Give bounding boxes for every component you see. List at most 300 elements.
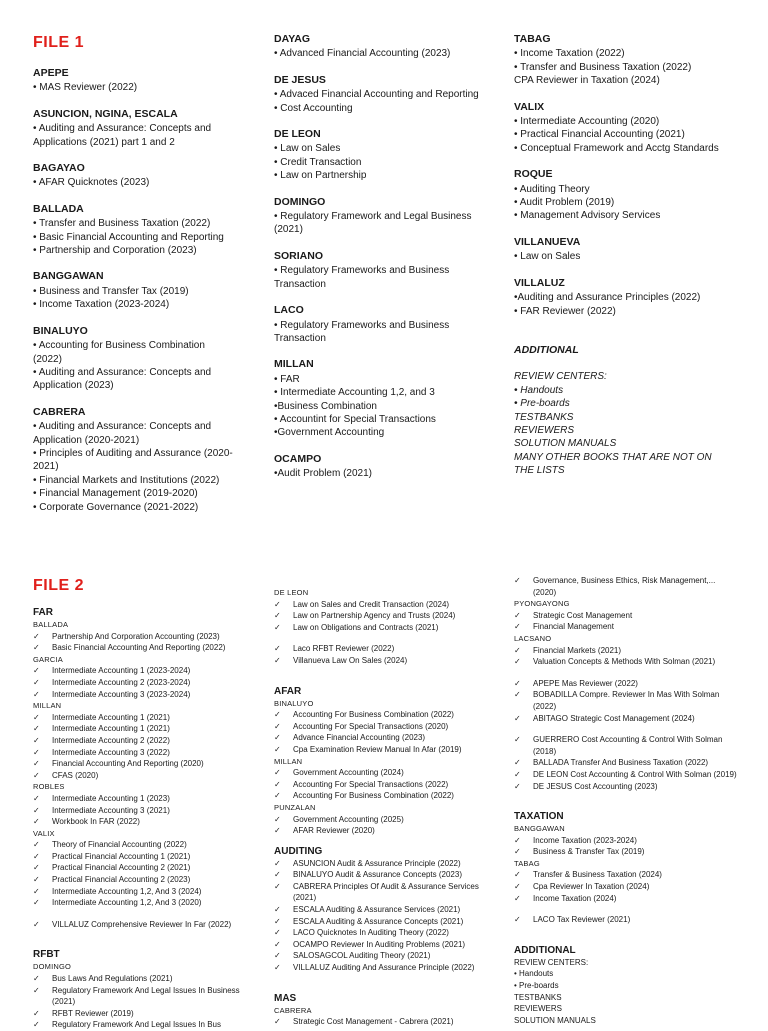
file1-column-1 — [33, 67, 233, 514]
checked-book-item — [514, 689, 739, 712]
author-heading: ROQUE — [514, 168, 553, 181]
checkmark-icon: ✓ — [514, 870, 521, 880]
book-item: • Regulatory Frameworks and Business Transaction — [274, 265, 450, 290]
checkmark-icon: ✓ — [274, 710, 281, 720]
checkmark-icon: ✓ — [274, 928, 281, 938]
author-label: DOMINGO — [33, 962, 72, 972]
book-title: RFBT Reviewer (2019) — [52, 1008, 134, 1018]
author-label: CABRERA — [274, 1005, 312, 1015]
book-item: • FAR — [274, 373, 300, 385]
book-title: Regulatory Framework And Legal Issues In Bus — [52, 1020, 221, 1030]
book-title: Governance, Business Ethics, Risk Management,... (2020) — [533, 576, 716, 597]
book-title: BOBADILLA Compre. Reviewer In Mas With Solman (2022) — [533, 690, 720, 711]
book-item: • Principles of Auditing and Assurance (2020-2021) — [33, 447, 233, 473]
section-heading: AUDITING — [274, 845, 323, 857]
checkmark-icon: ✓ — [274, 939, 281, 949]
checked-book-item — [514, 881, 739, 893]
section-heading: TAXATION — [514, 811, 564, 823]
author-label: MILLAN — [274, 756, 303, 766]
file1-additional-heading: ADDITIONAL — [514, 343, 579, 356]
spacer — [274, 974, 499, 984]
spacer — [274, 667, 499, 677]
file1-column-3-list — [514, 33, 734, 318]
checkmark-icon: ✓ — [274, 622, 281, 632]
spacer — [514, 926, 739, 936]
checkmark-icon: ✓ — [33, 747, 40, 757]
additional-item: TESTBANKS — [514, 411, 574, 423]
section-heading: AFAR — [274, 685, 302, 697]
additional-item: SOLUTION MANUALS — [514, 1015, 596, 1025]
book-title: ESCALA Auditing & Assurance Services (2021) — [293, 905, 461, 915]
checked-book-item — [514, 893, 739, 905]
checked-book-item — [514, 621, 739, 633]
book-title: Strategic Cost Management — [533, 610, 633, 620]
checked-book-item — [33, 735, 258, 747]
checkmark-icon: ✓ — [514, 645, 521, 655]
book-title: DE JESUS Cost Accounting (2023) — [533, 781, 658, 791]
checked-book-item — [514, 846, 739, 858]
book-title: Practical Financial Accounting 1 (2021) — [52, 851, 191, 861]
checkmark-icon: ✓ — [274, 768, 281, 778]
book-title: Intermediate Accounting 2 (2022) — [52, 735, 170, 745]
checked-book-item — [33, 862, 258, 874]
checkmark-icon: ✓ — [514, 847, 521, 857]
checked-book-item — [514, 645, 739, 657]
checkmark-icon: ✓ — [274, 644, 281, 654]
checkmark-icon: ✓ — [33, 724, 40, 734]
book-title: Theory of Financial Accounting (2022) — [52, 840, 187, 850]
book-title: Basic Financial Accounting And Reporting (2022) — [52, 643, 226, 653]
checked-book-item — [33, 973, 258, 985]
checkmark-icon: ✓ — [33, 666, 40, 676]
book-title: LACO Quicknotes In Auditing Theory (2022) — [293, 928, 449, 938]
book-title: Strategic Cost Management - Cabrera (2021) — [293, 1017, 454, 1027]
author-heading: DE JESUS — [274, 73, 326, 86]
additional-item: MANY OTHER BOOKS THAT ARE NOT ON THE LISTS — [514, 451, 712, 477]
checked-book-item — [274, 1016, 499, 1028]
author-heading: ASUNCION, NGINA, ESCALA — [33, 107, 178, 120]
checked-book-item — [33, 874, 258, 886]
book-item: • Audit Problem (2019) — [514, 197, 615, 209]
book-item: • Credit Transaction — [274, 156, 362, 168]
author-heading: DAYAG — [274, 33, 310, 45]
checkmark-icon: ✓ — [274, 611, 281, 621]
book-item: • MAS Reviewer (2022) — [33, 82, 138, 94]
checked-book-item — [274, 610, 499, 622]
checked-book-item — [514, 734, 739, 757]
checkmark-icon: ✓ — [514, 657, 521, 667]
checked-book-item — [33, 747, 258, 759]
checkmark-icon: ✓ — [514, 610, 521, 620]
checkmark-icon: ✓ — [514, 758, 521, 768]
author-heading: OCAMPO — [274, 452, 322, 465]
book-title: Financial Markets (2021) — [533, 645, 622, 655]
book-item: • Regulatory Frameworks and Business Transaction — [274, 319, 450, 344]
book-title: Valuation Concepts & Methods With Solman (2021) — [533, 657, 716, 667]
checked-book-item — [514, 835, 739, 847]
checkmark-icon: ✓ — [33, 898, 40, 908]
additional-item: • Handouts — [514, 384, 564, 396]
book-item: • AFAR Quicknotes (2023) — [33, 177, 150, 189]
book-title: Accounting For Special Transactions (2020) — [293, 721, 449, 731]
checked-book-item — [274, 814, 499, 826]
book-item: • Accounting for Business Combination (2022) — [33, 340, 205, 365]
book-item: • Conceptual Framework and Acctg Standards — [514, 142, 719, 154]
book-title: Intermediate Accounting 3 (2023-2024) — [52, 689, 191, 699]
author-heading: APEPE — [33, 67, 69, 79]
checkmark-icon: ✓ — [274, 963, 281, 973]
book-title: CFAS (2020) — [52, 770, 99, 780]
file2-column-1 — [33, 606, 258, 1031]
book-item: • Business and Transfer Tax (2019) — [33, 285, 189, 297]
checked-book-item — [514, 757, 739, 769]
spacer — [274, 633, 499, 643]
author-heading: BINALUYO — [33, 324, 88, 337]
book-title: BALLADA Transfer And Business Taxation (2022) — [533, 758, 709, 768]
checked-book-item — [274, 721, 499, 733]
checkmark-icon: ✓ — [274, 881, 281, 891]
author-label: DE LEON — [274, 588, 309, 597]
book-title: CABRERA Principles Of Audit & Assurance Services (2021) — [293, 881, 479, 903]
book-title: VILLALUZ Comprehensive Reviewer In Far (2022) — [52, 919, 232, 929]
book-item: • Corporate Governance (2021-2022) — [33, 501, 199, 513]
checkmark-icon: ✓ — [274, 779, 281, 789]
checkmark-icon: ✓ — [274, 951, 281, 961]
book-item: • Advanced Financial Accounting (2023) — [274, 48, 451, 60]
checked-book-item — [274, 927, 499, 939]
book-title: Financial Accounting And Reporting (2020) — [52, 759, 204, 769]
checked-book-item — [274, 744, 499, 756]
spacer — [33, 909, 258, 919]
checkmark-icon: ✓ — [274, 655, 281, 665]
checkmark-icon: ✓ — [514, 713, 521, 723]
checkmark-icon: ✓ — [33, 985, 40, 995]
checkmark-icon: ✓ — [274, 905, 281, 915]
author-label: VALIX — [33, 828, 55, 838]
checkmark-icon: ✓ — [514, 690, 521, 700]
author-heading: BAGAYAO — [33, 162, 85, 175]
book-title: Intermediate Accounting 1,2, And 3 (2020) — [52, 898, 202, 908]
book-title: Accounting For Special Transactions (2022) — [293, 779, 449, 789]
author-label: TABAG — [514, 858, 540, 868]
additional-item: REVIEWERS — [514, 1004, 563, 1014]
book-title: Intermediate Accounting 1 (2021) — [52, 724, 170, 734]
book-title: Government Accounting (2025) — [293, 814, 404, 824]
section-heading: ADDITIONAL — [514, 944, 576, 956]
book-title: APEPE Mas Reviewer (2022) — [533, 678, 638, 688]
author-label: PUNZALAN — [274, 802, 316, 812]
checkmark-icon: ✓ — [514, 622, 521, 632]
checked-book-item — [274, 916, 499, 928]
book-item: • Cost Accounting — [274, 102, 353, 114]
book-item: • Practical Financial Accounting (2021) — [514, 129, 685, 141]
book-item: •Auditing and Assurance Principles (2022) — [514, 292, 701, 304]
additional-item: REVIEWERS — [514, 424, 575, 436]
checkmark-icon: ✓ — [33, 875, 40, 885]
book-item: • Law on Sales — [514, 251, 581, 263]
checkmark-icon: ✓ — [33, 643, 40, 653]
checked-book-item — [33, 631, 258, 643]
book-title: Intermediate Accounting 2 (2023-2024) — [52, 677, 191, 687]
book-title: LACO Tax Reviewer (2021) — [533, 915, 631, 925]
checked-book-item — [33, 689, 258, 701]
checkmark-icon: ✓ — [33, 919, 40, 929]
checkmark-icon: ✓ — [274, 814, 281, 824]
book-title: Financial Management — [533, 622, 614, 632]
author-heading: VALIX — [514, 100, 545, 113]
checkmark-icon: ✓ — [514, 915, 521, 925]
book-item: • Income Taxation (2023-2024) — [33, 299, 170, 311]
spacer — [33, 930, 258, 940]
book-title: Cpa Examination Review Manual In Afar (2019) — [293, 744, 462, 754]
checked-book-item — [274, 939, 499, 951]
spacer — [514, 668, 739, 678]
book-item: • Transfer and Business Taxation (2022) — [33, 218, 211, 230]
checkmark-icon: ✓ — [274, 744, 281, 754]
author-label: GARCIA — [33, 654, 63, 664]
book-title: Income Taxation (2023-2024) — [533, 835, 637, 845]
checked-book-item — [274, 962, 499, 974]
book-item: • Advaced Financial Accounting and Reporting — [274, 89, 479, 101]
book-item: • Law on Sales — [274, 143, 341, 155]
checked-book-item — [33, 642, 258, 654]
checked-book-item — [33, 897, 258, 909]
spacer — [514, 724, 739, 734]
checked-book-item — [274, 622, 499, 634]
additional-item: REVIEW CENTERS: — [514, 957, 589, 967]
book-title: ASUNCION Audit & Assurance Principle (2022) — [293, 858, 461, 868]
file1-column-2 — [274, 33, 484, 481]
checkmark-icon: ✓ — [274, 1017, 281, 1027]
author-heading: SORIANO — [274, 249, 324, 262]
checkmark-icon: ✓ — [514, 678, 521, 688]
checkmark-icon: ✓ — [514, 781, 521, 791]
book-item: • Intermediate Accounting 1,2, and 3 — [274, 387, 435, 399]
book-item: • Law on Partnership — [274, 170, 367, 182]
book-title: Intermediate Accounting 1 (2023-2024) — [52, 666, 191, 676]
additional-item: REVIEW CENTERS: — [514, 371, 607, 383]
book-title: Law on Sales and Credit Transaction (2024) — [293, 599, 450, 609]
checked-book-item — [514, 575, 739, 598]
checkmark-icon: ✓ — [514, 835, 521, 845]
book-title: ABITAGO Strategic Cost Management (2024) — [533, 713, 695, 723]
book-title: Government Accounting (2024) — [293, 768, 404, 778]
book-title: DE LEON Cost Accounting & Control With Solman (2019) — [533, 769, 737, 779]
book-title: Workbook In FAR (2022) — [52, 817, 140, 827]
book-item: •Government Accounting — [274, 427, 385, 439]
author-heading: CABRERA — [33, 405, 86, 418]
book-title: Intermediate Accounting 1 (2021) — [52, 712, 170, 722]
author-heading: BANGGAWAN — [33, 270, 104, 283]
checked-book-item — [33, 770, 258, 782]
additional-item: • Pre-boards — [514, 981, 559, 991]
file2-column-2 — [274, 587, 499, 1028]
checkmark-icon: ✓ — [33, 735, 40, 745]
checked-book-item — [274, 881, 499, 904]
book-title: Law on Obligations and Contracts (2021) — [293, 622, 439, 632]
checkmark-icon: ✓ — [33, 840, 40, 850]
checked-book-item — [514, 769, 739, 781]
book-item: • Transfer and Business Taxation (2022) — [514, 61, 692, 73]
book-title: Regulatory Framework And Legal Issues In Business (2021) — [52, 985, 240, 1007]
author-heading: VILLALUZ — [514, 276, 565, 289]
book-title: Practical Financial Accounting 2 (2021) — [52, 863, 191, 873]
book-title: Bus Laws And Regulations (2021) — [52, 974, 173, 984]
checked-book-item — [514, 610, 739, 622]
checked-book-item — [33, 1008, 258, 1020]
checked-book-item — [274, 767, 499, 779]
author-heading: DOMINGO — [274, 195, 326, 208]
checked-book-item — [33, 805, 258, 817]
author-heading: VILLANUEVA — [514, 235, 581, 248]
checked-book-item — [274, 790, 499, 802]
book-title: BINALUYO Audit & Assurance Concepts (2023) — [293, 870, 462, 880]
book-title: Advance Financial Accounting (2023) — [293, 733, 426, 743]
checked-book-item — [274, 599, 499, 611]
checked-book-item — [514, 713, 739, 725]
checked-book-item — [514, 656, 739, 668]
checkmark-icon: ✓ — [33, 793, 40, 803]
book-title: Intermediate Accounting 3 (2021) — [52, 805, 170, 815]
checked-book-item — [33, 886, 258, 898]
checkmark-icon: ✓ — [274, 733, 281, 743]
checked-book-item — [274, 858, 499, 870]
checked-book-item — [274, 709, 499, 721]
checked-book-item — [33, 1019, 258, 1031]
book-title: Transfer & Business Taxation (2024) — [533, 870, 662, 880]
section-heading: FAR — [33, 607, 53, 618]
checked-book-item — [514, 781, 739, 793]
book-item: • Basic Financial Accounting and Reporting — [33, 231, 224, 243]
book-title: SALOSAGCOL Auditing Theory (2021) — [293, 951, 431, 961]
book-item: •Business Combination — [274, 400, 377, 412]
section-heading: RFBT — [33, 949, 60, 961]
checked-book-item — [274, 904, 499, 916]
book-title: Law on Partnership Agency and Trusts (2024) — [293, 611, 456, 621]
checked-book-item — [274, 732, 499, 744]
checked-book-item — [274, 655, 499, 667]
checked-book-item — [274, 825, 499, 837]
book-item: • FAR Reviewer (2022) — [514, 305, 616, 317]
book-item: • Auditing and Assurance: Concepts and Applications (2021) part 1 and 2 — [33, 123, 212, 148]
checkmark-icon: ✓ — [33, 851, 40, 861]
file1-additional-block — [514, 344, 734, 478]
author-heading: BALLADA — [33, 202, 84, 215]
book-item: • Partnership and Corporation (2023) — [33, 245, 197, 257]
checked-book-item — [33, 839, 258, 851]
book-title: Partnership And Corporation Accounting (2023) — [52, 631, 220, 641]
checkmark-icon: ✓ — [514, 893, 521, 903]
checkmark-icon: ✓ — [274, 791, 281, 801]
checked-book-item — [514, 678, 739, 690]
book-title: Income Taxation (2024) — [533, 893, 617, 903]
book-title: OCAMPO Reviewer In Auditing Problems (2021) — [293, 939, 466, 949]
book-item: • Financial Management (2019-2020) — [33, 488, 198, 500]
book-title: Intermediate Accounting 1 (2023) — [52, 793, 170, 803]
book-item: • Accountint for Special Transactions — [274, 413, 436, 425]
book-item: •Audit Problem (2021) — [274, 468, 372, 480]
book-title: ESCALA Auditing & Assurance Concepts (2021) — [293, 916, 464, 926]
checked-book-item — [33, 816, 258, 828]
checked-book-item — [33, 758, 258, 770]
author-label: MILLAN — [33, 701, 62, 711]
additional-item: • Pre-boards — [514, 398, 570, 410]
book-title: Cpa Reviewer In Taxation (2024) — [533, 882, 650, 892]
book-title: Accounting For Business Combination (2022) — [293, 791, 454, 801]
checkmark-icon: ✓ — [274, 721, 281, 731]
book-title: VILLALUZ Auditing And Assurance Principle (2022) — [293, 963, 475, 973]
checkmark-icon: ✓ — [33, 677, 40, 687]
spacer — [514, 792, 739, 802]
book-item: • Auditing Theory — [514, 183, 590, 195]
book-title: Practical Financial Accounting 2 (2023) — [52, 875, 191, 885]
book-title: Villanueva Law On Sales (2024) — [293, 655, 408, 665]
checkmark-icon: ✓ — [514, 576, 521, 585]
book-item: • Auditing and Assurance: Concepts and Application (2020-2021) — [33, 421, 212, 446]
author-label: PYONGAYONG — [514, 599, 570, 609]
book-item: • Income Taxation (2022) — [514, 48, 625, 60]
book-item: • Intermediate Accounting (2020) — [514, 116, 660, 128]
checkmark-icon: ✓ — [33, 863, 40, 873]
author-heading: DE LEON — [274, 128, 321, 141]
author-label: BINALUYO — [274, 698, 314, 708]
additional-item: SOLUTION MANUALS — [514, 438, 617, 450]
checkmark-icon: ✓ — [514, 735, 521, 745]
book-title: Accounting For Business Combination (2022) — [293, 710, 454, 720]
checkmark-icon: ✓ — [33, 974, 40, 984]
book-title: Intermediate Accounting 1,2, And 3 (2024) — [52, 886, 202, 896]
checkmark-icon: ✓ — [33, 1020, 40, 1030]
book-item: CPA Reviewer in Taxation (2024) — [514, 75, 660, 87]
checkmark-icon: ✓ — [274, 916, 281, 926]
checkmark-icon: ✓ — [514, 882, 521, 892]
checkmark-icon: ✓ — [33, 1008, 40, 1018]
checked-book-item — [274, 643, 499, 655]
checked-book-item — [33, 985, 258, 1008]
additional-item: • Handouts — [514, 969, 554, 979]
file1-title: FILE 1 — [33, 34, 85, 51]
file1-additional-list — [514, 370, 734, 477]
checkmark-icon: ✓ — [33, 805, 40, 815]
book-title: Laco RFBT Reviewer (2022) — [293, 644, 395, 654]
book-title: AFAR Reviewer (2020) — [293, 826, 375, 836]
checkmark-icon: ✓ — [33, 759, 40, 769]
checked-book-item — [274, 869, 499, 881]
author-label: LACSANO — [514, 633, 552, 643]
checkmark-icon: ✓ — [33, 770, 40, 780]
checkmark-icon: ✓ — [274, 870, 281, 880]
book-item: • Management Advisory Services — [514, 210, 661, 222]
book-item: • Regulatory Framework and Legal Business (2021) — [274, 211, 472, 236]
file2-title: FILE 2 — [33, 577, 85, 594]
checked-book-item — [274, 779, 499, 791]
checked-book-item — [33, 793, 258, 805]
file1-column-3 — [514, 33, 734, 478]
checked-book-item — [514, 869, 739, 881]
checkmark-icon: ✓ — [274, 826, 281, 836]
checked-book-item — [33, 665, 258, 677]
checkmark-icon: ✓ — [33, 631, 40, 641]
checkmark-icon: ✓ — [33, 817, 40, 827]
checkmark-icon: ✓ — [274, 858, 281, 868]
checkmark-icon: ✓ — [514, 769, 521, 779]
checked-book-item — [33, 851, 258, 863]
checked-book-item — [33, 677, 258, 689]
checked-book-item — [33, 712, 258, 724]
checkmark-icon: ✓ — [33, 886, 40, 896]
checkmark-icon: ✓ — [33, 712, 40, 722]
author-label: ROBLES — [33, 782, 65, 792]
